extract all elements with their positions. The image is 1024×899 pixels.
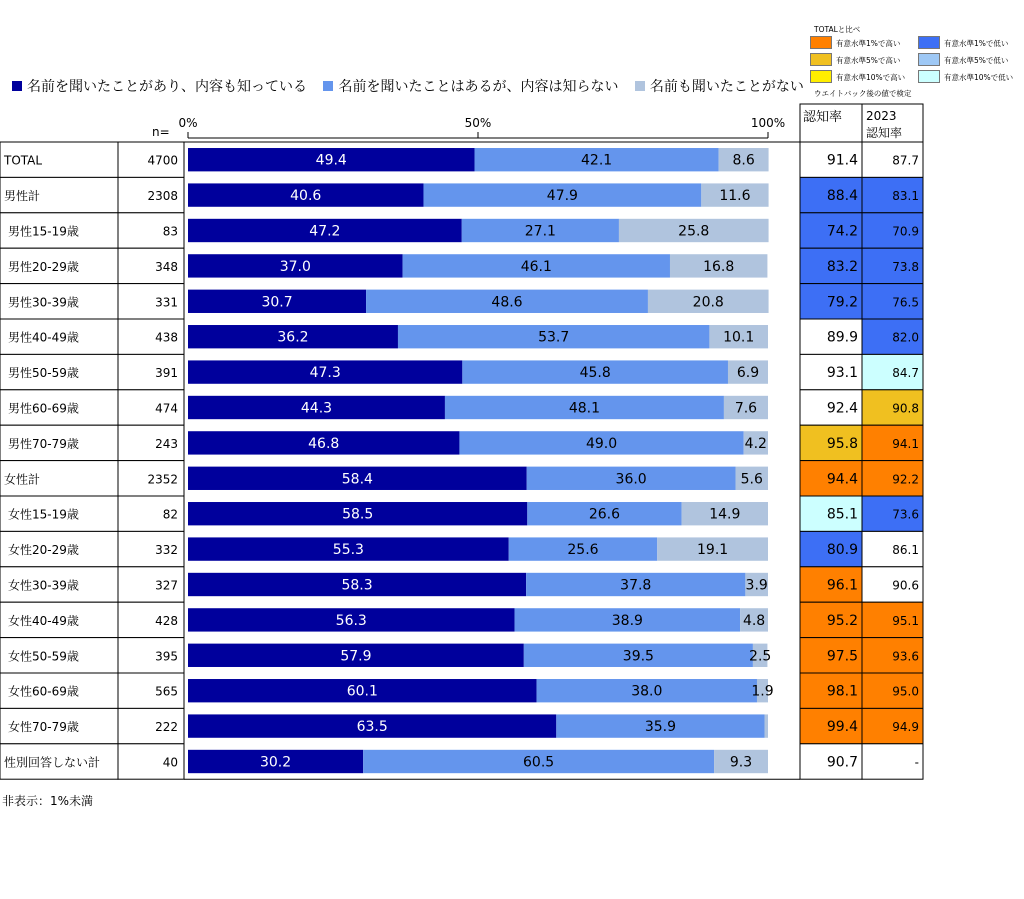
category-label: 男性計 (4, 189, 41, 204)
bar-data-label: 49.0 (585, 435, 618, 452)
bar-data-label: 30.2 (259, 754, 292, 771)
category-label: 男性40-49歳 (8, 330, 79, 345)
bar-data-label: 45.8 (579, 365, 611, 382)
category-label: TOTAL (4, 153, 43, 168)
recognition-value: 95.8 (826, 435, 858, 452)
bar-data-label: 56.3 (335, 612, 367, 629)
sig-label: 有意水準10%で低い (944, 73, 1014, 82)
bar-data-label: 37.8 (620, 577, 652, 594)
prev-recognition-value: 83.1 (892, 189, 919, 204)
sig-label: 有意水準5%で低い (944, 56, 1009, 65)
n-value: 4700 (147, 153, 178, 168)
n-value: 222 (155, 720, 178, 735)
significance-note: ウエイトバック後の値で検定 (814, 89, 912, 98)
prev-recognition-value: 94.9 (892, 720, 919, 735)
n-value: 565 (155, 684, 178, 699)
category-label: 男性60-69歳 (8, 401, 79, 416)
bar-data-label: 14.9 (709, 506, 741, 523)
recognition-value: 94.4 (826, 471, 858, 488)
n-header: n= (152, 125, 170, 139)
x-tick-label: 100% (750, 116, 786, 130)
prev-recognition-value: 94.1 (892, 436, 919, 451)
bar-data-label: 58.4 (341, 471, 373, 488)
category-label: 男性70-79歳 (8, 436, 79, 451)
bar-data-label: 39.5 (622, 648, 654, 665)
bar-data-label: 60.1 (346, 683, 378, 700)
prev-recognition-value: 87.7 (892, 153, 919, 168)
n-value: 82 (162, 507, 178, 522)
n-value: 331 (155, 295, 178, 310)
bar-data-label: 30.7 (261, 294, 293, 311)
n-value: 395 (155, 649, 178, 664)
bar-data-label: 8.6 (732, 152, 755, 169)
footnote: 非表示：1%未満 (2, 794, 94, 808)
prev-recognition-value: - (914, 755, 919, 770)
bar-data-label: 3.9 (745, 577, 768, 594)
sig-label: 有意水準10%で高い (836, 73, 906, 82)
bar-data-label: 42.1 (581, 152, 613, 169)
n-value: 348 (155, 259, 178, 274)
category-label: 女性計 (4, 472, 41, 487)
recognition-value: 91.4 (826, 152, 858, 169)
sig-label: 有意水準1%で低い (944, 39, 1009, 48)
category-label: 男性15-19歳 (8, 224, 79, 239)
bar-data-label: 53.7 (538, 329, 570, 346)
category-label: 男性50-59歳 (8, 366, 79, 381)
recognition-value: 90.7 (826, 754, 858, 771)
recognition-value: 80.9 (826, 542, 858, 559)
prev-recognition-value: 70.9 (892, 224, 919, 239)
recognition-value: 79.2 (826, 294, 858, 311)
category-label: 女性60-69歳 (8, 684, 79, 699)
n-value: 2352 (147, 472, 178, 487)
n-value: 40 (162, 755, 178, 770)
bar-data-label: 9.3 (729, 754, 753, 771)
bar-data-label: 27.1 (524, 223, 556, 240)
bar-data-label: 5.6 (740, 471, 763, 488)
bar-data-label: 25.6 (567, 542, 599, 559)
bar-data-label: 36.0 (615, 471, 647, 488)
bar-data-label: 46.1 (520, 258, 552, 275)
n-value: 332 (155, 543, 178, 558)
sig-label: 有意水準1%で高い (836, 39, 901, 48)
recognition-value: 96.1 (826, 577, 858, 594)
bar-data-label: 49.4 (315, 152, 347, 169)
bar-data-label: 55.3 (332, 542, 364, 559)
recognition-value: 92.4 (826, 400, 858, 417)
prev-recognition-value: 76.5 (892, 295, 919, 310)
bar-data-label: 48.6 (491, 294, 523, 311)
n-value: 428 (155, 613, 178, 628)
bar-data-label: 47.3 (309, 365, 341, 382)
category-label: 男性20-29歳 (8, 259, 79, 274)
bar-data-label: 26.6 (588, 506, 621, 523)
bar-data-label: 19.1 (697, 542, 729, 559)
bar-data-label: 48.1 (568, 400, 601, 417)
bar-data-label: 36.2 (277, 329, 309, 346)
prev-recognition-value: 93.6 (892, 649, 919, 664)
recognition-value: 93.1 (826, 365, 858, 382)
prev-recognition-value: 90.8 (892, 401, 919, 416)
bar-data-label: 1.9 (751, 683, 774, 700)
recognition-value: 97.5 (826, 648, 858, 665)
n-value: 243 (155, 436, 178, 451)
prev-recognition-value: 73.8 (892, 259, 919, 274)
recognition-value: 83.2 (826, 258, 858, 275)
bar-data-label: 47.2 (309, 223, 341, 240)
category-label: 女性30-39歳 (8, 578, 79, 593)
recognition-value: 89.9 (826, 329, 858, 346)
bar-data-label: 60.5 (523, 754, 555, 771)
category-label: 女性70-79歳 (8, 720, 79, 735)
prev-recognition-value: 86.1 (892, 543, 919, 558)
bar-data-label: 44.3 (300, 400, 333, 417)
recognition-value: 95.2 (826, 612, 858, 629)
legend-label: 名前を聞いたことがあり、内容も知っている (27, 79, 307, 95)
bar-data-label: 38.0 (631, 683, 663, 700)
prev-recognition-value: 92.2 (892, 472, 919, 487)
bar-data-label: 4.8 (742, 612, 766, 629)
prev-recognition-value: 73.6 (892, 507, 919, 522)
bar-data-label: 20.8 (692, 294, 724, 311)
recognition-value: 74.2 (826, 223, 858, 240)
n-value: 474 (155, 401, 178, 416)
prev-recognition-value: 95.1 (892, 613, 919, 628)
recognition-value: 99.4 (826, 719, 858, 736)
bar-data-label: 7.6 (734, 400, 758, 417)
significance-legend-title: TOTALと比べ (814, 25, 861, 34)
prev-recognition-value: 84.7 (892, 366, 919, 381)
prev-recognition-value: 95.0 (892, 684, 919, 699)
bar-data-label: 6.9 (736, 365, 760, 382)
category-label: 女性20-29歳 (8, 543, 79, 558)
bar-data-label: 11.6 (719, 188, 751, 205)
bar-data-label: 58.3 (341, 577, 373, 594)
bar-data-label: 37.0 (279, 258, 311, 275)
n-value: 327 (155, 578, 178, 593)
sig-label: 有意水準5%で高い (836, 56, 901, 65)
bar-data-label: 63.5 (356, 719, 388, 736)
bar-data-label: 35.9 (644, 719, 676, 736)
bar-segment (765, 714, 768, 737)
bar-data-label: 4.2 (744, 435, 767, 452)
bar-data-label: 25.8 (678, 223, 710, 240)
prev-recognition-value: 82.0 (892, 330, 919, 345)
bar-data-label: 40.6 (290, 188, 322, 205)
category-label: 女性15-19歳 (8, 507, 79, 522)
bar-data-label: 2.5 (749, 648, 772, 665)
prev-recognition-header: 認知率 (866, 126, 903, 140)
prev-recognition-value: 90.6 (892, 578, 919, 593)
bar-data-label: 57.9 (340, 648, 372, 665)
legend-label: 名前を聞いたことはあるが、内容は知らない (338, 79, 619, 95)
x-tick-label: 50% (464, 116, 492, 130)
recognition-value: 85.1 (826, 506, 858, 523)
x-tick-label: 0% (178, 116, 198, 130)
bar-data-label: 10.1 (723, 329, 755, 346)
n-value: 438 (155, 330, 178, 345)
category-label: 男性30-39歳 (8, 295, 79, 310)
recognition-value: 88.4 (826, 188, 858, 205)
bar-data-label: 47.9 (546, 188, 578, 205)
n-value: 391 (155, 366, 178, 381)
category-label: 女性50-59歳 (8, 649, 79, 664)
n-value: 2308 (147, 189, 178, 204)
bar-data-label: 46.8 (308, 435, 340, 452)
recognition-value: 98.1 (826, 683, 858, 700)
legend-label: 名前も聞いたことがない (649, 79, 804, 95)
category-label: 性別回答しない計 (4, 755, 101, 770)
n-value: 83 (162, 224, 178, 239)
prev-year-header: 2023 (866, 109, 897, 123)
bar-data-label: 16.8 (703, 258, 735, 275)
recognition-header: 認知率 (803, 110, 843, 125)
bar-data-label: 58.5 (342, 506, 374, 523)
category-label: 女性40-49歳 (8, 613, 79, 628)
bar-data-label: 38.9 (611, 612, 643, 629)
